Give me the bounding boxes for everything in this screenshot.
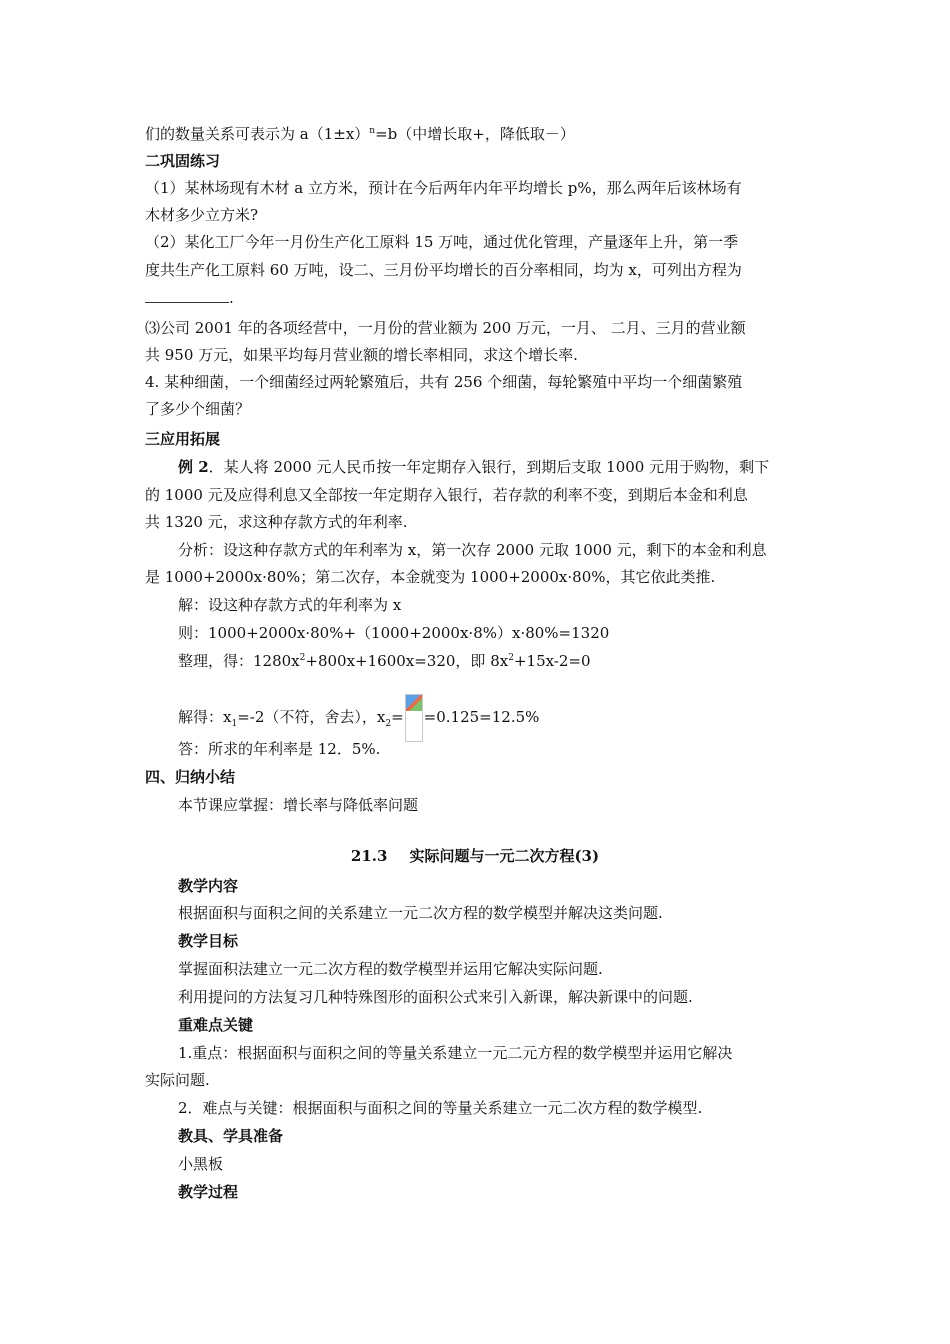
solution-line-3: [178, 651, 591, 671]
text: 整理，得：1280x: [178, 652, 300, 670]
content-text: 根据面积与面积之间的关系建立一元二次方程的数学模型并解决这类问题.: [178, 904, 663, 922]
image-icon: [406, 695, 422, 711]
summary-text: 本节课应掌握：增长率与降低率问题: [178, 796, 419, 814]
key-points-1-line-1: 1.重点：根据面积与面积之间的等量关系建立一元二元方程的数学模型并运用它解决: [178, 1044, 733, 1062]
exercise-3-line-1: ⑶公司 2001 年的各项经营中，一月份的营业额为 200 万元，一月、 二月、三月的营业额: [145, 319, 746, 337]
exercise-2-answer-blank: [145, 288, 234, 308]
exercise-3-line-2: 共 950 万元，如果平均每月营业额的增长率相同，求这个增长率.: [145, 346, 578, 364]
exercise-2-line-2: 度共生产化工原料 60 万吨，设二、三月份平均增长的百分率相同，均为 x，可列出方程为: [145, 261, 742, 279]
section-number: 21.3: [350, 847, 388, 865]
materials-text: 小黑板: [178, 1155, 224, 1173]
text: 解得：x: [178, 708, 232, 726]
text: +15x-2=0: [513, 652, 591, 670]
exercise-1-line-2: 木材多少立方米?: [145, 206, 259, 224]
solution-line-2: 则：1000+2000x·80%+（1000+2000x·8%）x·80%=1320: [178, 624, 610, 642]
key-points-1-line-2: 实际问题.: [145, 1071, 210, 1089]
analysis-line-1: 分析：设这种存款方式的年利率为 x，第一次存 2000 元取 1000 元，剩下的本金和利息: [178, 541, 767, 559]
answer-line: 答：所求的年利率是 12．5%.: [178, 740, 381, 758]
text: .: [229, 289, 234, 307]
goals-text-1: 掌握面积法建立一元二次方程的数学模型并运用它解决实际问题.: [178, 960, 603, 978]
example-label: 例 2: [178, 458, 209, 476]
broken-image-icon: [405, 694, 423, 742]
heading-consolidation: 二巩固练习: [145, 152, 221, 170]
exponent: 2: [299, 653, 306, 663]
exercise-2-line-1: （2）某化工厂今年一月份生产化工原料 15 万吨，通过优化管理，产量逐年上升，第一季: [145, 233, 739, 251]
key-points-2: 2．难点与关键：根据面积与面积之间的等量关系建立一元二次方程的数学模型.: [178, 1099, 703, 1117]
section-title-text: 实际问题与一元二次方程(3): [409, 847, 600, 865]
exercise-4-line-1: 4. 某种细菌，一个细菌经过两轮繁殖后，共有 256 个细菌，每轮繁殖中平均一个细菌繁殖: [145, 373, 743, 391]
example-2-line-2: 的 1000 元及应得利息又全部按一年定期存入银行，若存款的利率不变，到期后本金和利息: [145, 486, 748, 504]
section-title: [0, 846, 950, 866]
subscript: 1: [231, 719, 238, 729]
text: =0.125=12.5%: [423, 708, 540, 726]
heading-content: 教学内容: [178, 877, 239, 895]
heading-application: 三应用拓展: [145, 430, 221, 448]
exponent: n: [369, 126, 376, 136]
heading-summary: 四、归纳小结: [145, 768, 236, 786]
heading-goals: 教学目标: [178, 932, 239, 950]
text: =: [391, 708, 404, 726]
goals-text-2: 利用提问的方法复习几种特殊图形的面积公式来引入新课，解决新课中的问题.: [178, 988, 693, 1006]
fill-blank: [145, 288, 229, 303]
solution-line-1: 解：设这种存款方式的年利率为 x: [178, 596, 402, 614]
exercise-4-line-2: 了多少个细菌？: [145, 400, 251, 418]
heading-materials: 教具、学具准备: [178, 1127, 284, 1145]
exercise-1-line-1: （1）某林场现有木材 a 立方米，预计在今后两年内年平均增长 p%，那么两年后该林场有: [145, 179, 742, 197]
text: ．某人将 2000 元人民币按一年定期存入银行，到期后支取 1000 元用于购物，剩下: [208, 458, 770, 476]
text: =b（中增长取+，降低取－）: [375, 125, 575, 143]
example-2-line-1: [178, 457, 769, 477]
relation-formula-line: [145, 124, 575, 144]
text: =-2（不符，舍去），x: [237, 708, 386, 726]
exponent: 2: [508, 653, 514, 663]
solution-line-4: [178, 694, 539, 742]
analysis-line-2: 是 1000+2000x·80%；第二次存，本金就变为 1000+2000x·80%，其它依此类推.: [145, 568, 716, 586]
text: 们的数量关系可表示为 a（1±x）: [145, 125, 370, 143]
heading-key-points: 重难点关键: [178, 1016, 254, 1034]
heading-process: 教学过程: [178, 1183, 239, 1201]
text: +800x+1600x=320，即 8x: [305, 652, 509, 670]
subscript: 2: [385, 719, 392, 729]
example-2-line-3: 共 1320 元，求这种存款方式的年利率.: [145, 513, 408, 531]
